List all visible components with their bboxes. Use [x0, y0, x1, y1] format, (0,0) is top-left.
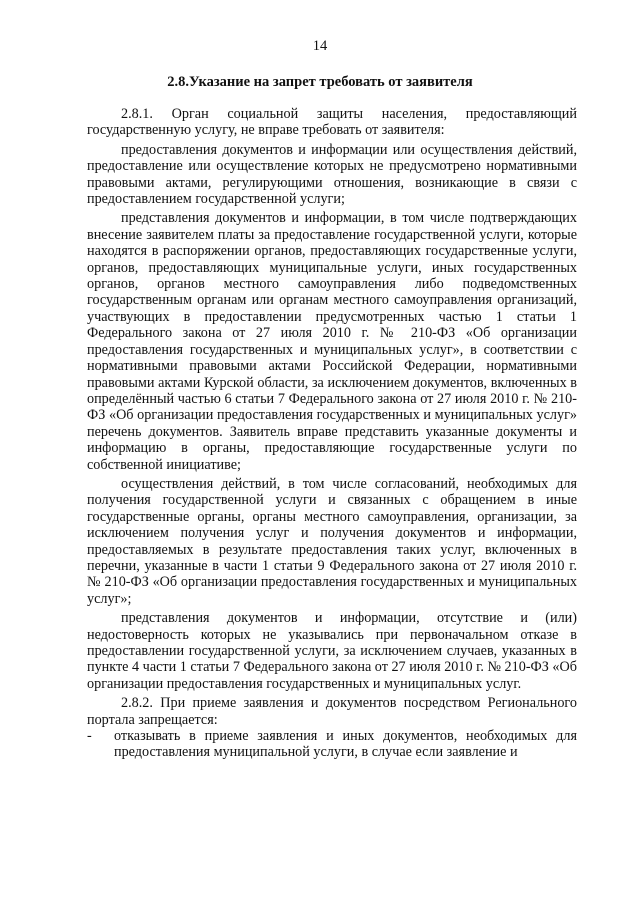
- paragraph-2-8-1: 2.8.1. Орган социальной защиты населения, предоставляющий государственную услугу, не вправе требовать от заявителя:: [87, 106, 577, 139]
- list-item-text: отказывать в приеме заявления и иных документов, необходимых для предоставления муниципальной услуги, в случае если заявление и: [114, 728, 577, 761]
- dash-marker: -: [87, 728, 92, 745]
- paragraph-documents-information: представления документов и информации, в том числе подтверждающих внесение заявителем платы за предоставление государственной услуги, которые находятся в распоряжении органов, предоставляющих государственные услуги, органов, предоставляющих муниципальные услуги, иных государственных органов, органов местного самоуправления либо подведомственных государственным органам или органам местного самоуправления организаций, участвующих в предоставлении предусмотренных частью 1 статьи 1 Федерального закона от 27 июля 2010 г. № 210-ФЗ «Об организации предоставления государственных и муниципальных услуг», в соответствии с нормативными правовыми актами Российской Федерации, нормативными правовыми актами Курской области, за исключением документов, включенных в определённый частью 6 статьи 7 Федерального закона от 27 июля 2010 г. № 210-ФЗ «Об организации предоставления государственных и муниципальных услуг» перечень документов. Заявитель вправе представить указанные документы и информацию в органы, предоставляющие государственные услуги по собственной инициативе;: [87, 210, 577, 473]
- paragraph-actions-approvals: осуществления действий, в том числе согласований, необходимых для получения государственной услуги и связанных с обращением в иные государственные органы, органы местного самоуправления, организации, за исключением получения услуг и получения документов и информации, предоставляемых в результате предоставления таких услуг, включенных в перечни, указанные в части 1 статьи 9 Федерального закона от 27 июля 2010 г. № 210-ФЗ «Об организации предоставления государственных и муниципальных услуг»;: [87, 475, 577, 607]
- page-number: 14: [312, 38, 328, 54]
- paragraph-missing-documents: представления документов и информации, отсутствие и (или) недостоверность которых не указывались при первоначальном отказе в предоставлении государственной услуги, за исключением случаев, указанных в пункте 4 части 1 статьи 7 Федерального закона от 27 июля 2010 г. № 210-ФЗ «Об организации предоставления государственных и муниципальных услуг.: [87, 610, 577, 692]
- document-body: [87, 106, 577, 761]
- paragraph-2-8-2: 2.8.2. При приеме заявления и документов посредством Регионального портала запрещается:: [87, 695, 577, 728]
- paragraph-documents-actions: предоставления документов и информации или осуществления действий, предоставление или осуществление которых не предусмотрено нормативными правовыми актами, регулирующими отношения, возникающие в связи с предоставлением государственной услуги;: [87, 141, 577, 208]
- list-item: [87, 728, 577, 761]
- section-heading: 2.8.Указание на запрет требовать от заявителя: [167, 74, 473, 90]
